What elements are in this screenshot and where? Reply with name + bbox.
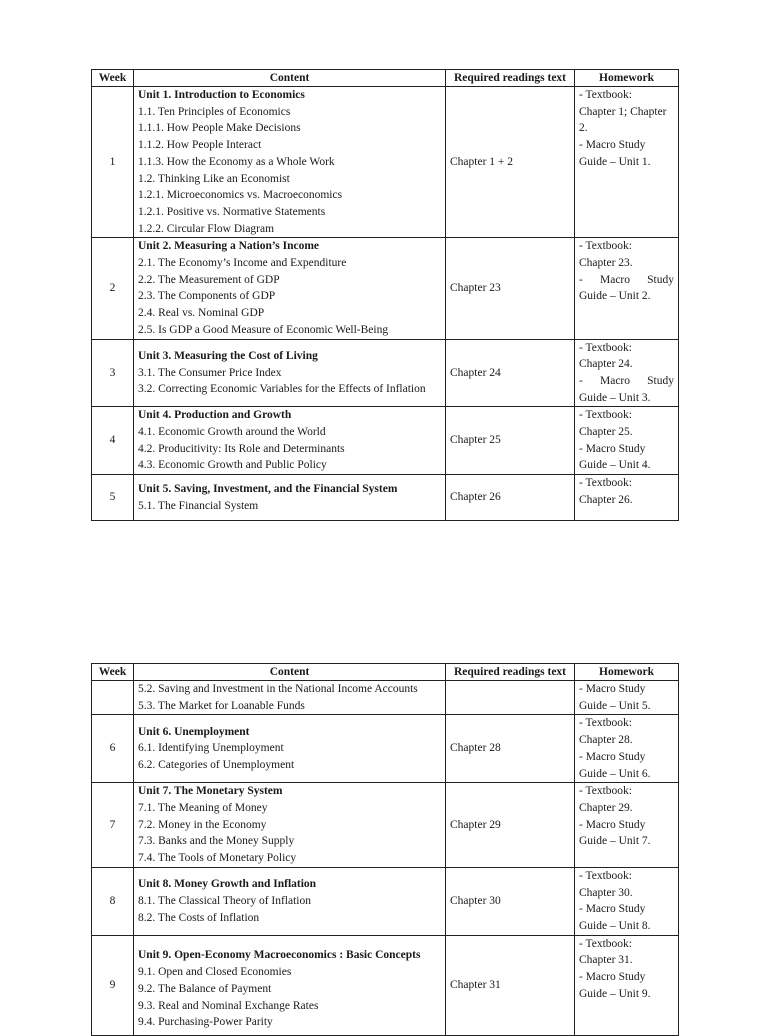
topic-item: 1.1.3. How the Economy as a Whole Work — [138, 155, 335, 168]
homework-line: - Textbook: — [579, 937, 632, 950]
reading-cell: Chapter 25 — [446, 407, 575, 475]
week-number: 9 — [92, 935, 134, 1035]
content-cell — [134, 407, 446, 475]
week-number — [92, 681, 134, 715]
topic-item: 9.3. Real and Nominal Exchange Rates — [138, 999, 319, 1012]
schedule-table-2 — [91, 663, 679, 1036]
week-number: 5 — [92, 475, 134, 521]
unit-title: Unit 3. Measuring the Cost of Living — [138, 349, 318, 362]
unit-title: Unit 8. Money Growth and Inflation — [138, 878, 317, 891]
homework-line: Chapter 29. — [579, 801, 633, 814]
homework-line: Guide – Unit 1. — [579, 155, 651, 168]
homework-line: - Macro Study — [579, 750, 646, 763]
week-number: 1 — [92, 87, 134, 238]
homework-line: - Macro Study — [579, 139, 646, 152]
content-cell — [134, 867, 446, 935]
homework-cell — [575, 238, 679, 339]
topic-item: 1.2.2. Circular Flow Diagram — [138, 222, 275, 235]
homework-line: Chapter 25. — [579, 426, 633, 439]
content-cell — [134, 715, 446, 783]
table-header-row — [92, 70, 679, 87]
homework-cell — [575, 935, 679, 1035]
homework-line: - Macro Study — [579, 273, 674, 286]
homework-line: - Textbook: — [579, 717, 632, 730]
topic-item: 5.3. The Market for Loanable Funds — [138, 699, 305, 712]
homework-line: - Textbook: — [579, 409, 632, 422]
unit-title: Unit 7. The Monetary System — [138, 785, 283, 798]
reading-cell: Chapter 24 — [446, 339, 575, 407]
reading-cell: Chapter 31 — [446, 935, 575, 1035]
homework-line: - Textbook: — [579, 477, 632, 490]
homework-line: - Textbook: — [579, 240, 632, 253]
topic-item: 7.2. Money in the Economy — [138, 818, 267, 831]
unit-title: Unit 4. Production and Growth — [138, 409, 292, 422]
topic-item: 9.4. Purchasing-Power Parity — [138, 1016, 273, 1029]
homework-line: 2. — [579, 122, 588, 135]
homework-line: - Textbook: — [579, 869, 632, 882]
homework-line: - Textbook: — [579, 89, 632, 101]
homework-cell — [575, 681, 679, 715]
content-cell — [134, 475, 446, 521]
content-cell — [134, 238, 446, 339]
header-week: Week — [92, 664, 134, 681]
unit-title: Unit 5. Saving, Investment, and the Financial System — [138, 482, 398, 495]
header-readings: Required readings text — [446, 664, 575, 681]
header-homework: Homework — [575, 70, 679, 87]
homework-line: - Macro Study — [579, 818, 646, 831]
topic-item: 1.1.2. How People Interact — [138, 139, 262, 152]
week-number: 8 — [92, 867, 134, 935]
reading-cell: Chapter 1 + 2 — [446, 87, 575, 238]
content-cell — [134, 783, 446, 868]
topic-item: 7.1. The Meaning of Money — [138, 801, 268, 814]
topic-item: 2.3. The Components of GDP — [138, 290, 276, 303]
unit-title: Unit 2. Measuring a Nation’s Income — [138, 240, 320, 253]
header-homework: Homework — [575, 664, 679, 681]
table-row — [92, 783, 679, 868]
topic-item: 1.2.1. Microeconomics vs. Macroeconomics — [138, 189, 343, 202]
homework-line: Guide – Unit 4. — [579, 459, 651, 472]
reading-cell: Chapter 30 — [446, 867, 575, 935]
header-content: Content — [134, 664, 446, 681]
homework-line: - Macro Study — [579, 903, 646, 916]
homework-line: Chapter 30. — [579, 886, 633, 899]
table-row — [92, 407, 679, 475]
unit-title: Unit 1. Introduction to Economics — [138, 89, 305, 101]
homework-line: - Textbook: — [579, 341, 632, 354]
homework-line: Chapter 24. — [579, 358, 633, 371]
content-cell — [134, 681, 446, 715]
topic-item: 6.1. Identifying Unemployment — [138, 742, 284, 755]
homework-line: Chapter 28. — [579, 734, 633, 747]
topic-item: 1.2. Thinking Like an Economist — [138, 172, 290, 185]
homework-line: Guide – Unit 8. — [579, 919, 651, 932]
unit-title: Unit 6. Unemployment — [138, 725, 250, 738]
table-row — [92, 475, 679, 521]
week-number: 3 — [92, 339, 134, 407]
homework-line: - Macro Study — [579, 683, 646, 695]
homework-cell — [575, 339, 679, 407]
reading-cell: Chapter 28 — [446, 715, 575, 783]
table-row — [92, 238, 679, 339]
topic-item: 1.1. Ten Principles of Economics — [138, 105, 291, 118]
homework-line: Chapter 23. — [579, 257, 633, 270]
reading-cell: Chapter 26 — [446, 475, 575, 521]
reading-cell — [446, 681, 575, 715]
topic-item: 3.1. The Consumer Price Index — [138, 366, 282, 379]
week-number: 7 — [92, 783, 134, 868]
topic-item: 9.1. Open and Closed Economies — [138, 966, 292, 979]
content-cell — [134, 339, 446, 407]
table-row — [92, 715, 679, 783]
topic-item: 6.2. Categories of Unemployment — [138, 759, 295, 772]
content-cell — [134, 935, 446, 1035]
homework-cell — [575, 87, 679, 238]
table-row — [92, 87, 679, 238]
topic-item: 1.2.1. Positive vs. Normative Statements — [138, 205, 326, 218]
table-row — [92, 339, 679, 407]
week-number: 6 — [92, 715, 134, 783]
homework-line: Guide – Unit 5. — [579, 699, 651, 712]
header-content: Content — [134, 70, 446, 87]
week-number: 2 — [92, 238, 134, 339]
homework-cell — [575, 715, 679, 783]
homework-line: Guide – Unit 3. — [579, 391, 651, 404]
homework-cell — [575, 475, 679, 521]
content-cell — [134, 87, 446, 238]
unit-title: Unit 9. Open-Economy Macroeconomics : Basic Concepts — [138, 949, 421, 962]
topic-item: 4.1. Economic Growth around the World — [138, 426, 326, 439]
table-row — [92, 867, 679, 935]
homework-line: - Macro Study — [579, 442, 646, 455]
homework-line: Guide – Unit 9. — [579, 987, 651, 1000]
topic-item: 7.3. Banks and the Money Supply — [138, 835, 295, 848]
homework-line: - Macro Study — [579, 971, 646, 984]
table-row — [92, 935, 679, 1035]
topic-item: 8.1. The Classical Theory of Inflation — [138, 894, 311, 907]
topic-item: 7.4. The Tools of Monetary Policy — [138, 852, 297, 865]
topic-item: 2.2. The Measurement of GDP — [138, 273, 280, 286]
header-week: Week — [92, 70, 134, 87]
homework-cell — [575, 867, 679, 935]
homework-line: Chapter 31. — [579, 954, 633, 967]
topic-item: 2.1. The Economy’s Income and Expenditure — [138, 257, 347, 270]
table-header-row — [92, 664, 679, 681]
topic-item: 2.4. Real vs. Nominal GDP — [138, 307, 265, 320]
topic-item: 8.2. The Costs of Inflation — [138, 911, 260, 924]
topic-item: 9.2. The Balance of Payment — [138, 982, 272, 995]
homework-line: Chapter 26. — [579, 493, 633, 506]
homework-cell — [575, 407, 679, 475]
topic-item: 2.5. Is GDP a Good Measure of Economic Well-Being — [138, 323, 389, 336]
topic-item: 3.2. Correcting Economic Variables for the Effects of Inflation — [138, 383, 426, 396]
topic-item: 5.1. The Financial System — [138, 499, 259, 512]
homework-line: Guide – Unit 7. — [579, 835, 651, 848]
reading-cell: Chapter 23 — [446, 238, 575, 339]
homework-line: Chapter 1; Chapter — [579, 105, 667, 118]
week-number: 4 — [92, 407, 134, 475]
schedule-table-1 — [91, 69, 679, 521]
table-row — [92, 681, 679, 715]
reading-cell: Chapter 29 — [446, 783, 575, 868]
homework-line: Guide – Unit 6. — [579, 767, 651, 780]
homework-cell — [575, 783, 679, 868]
topic-item: 4.2. Producitivity: Its Role and Determinants — [138, 442, 345, 455]
topic-item: 4.3. Economic Growth and Public Policy — [138, 459, 327, 472]
topic-item: 5.2. Saving and Investment in the National Income Accounts — [138, 683, 418, 695]
homework-line: Guide – Unit 2. — [579, 290, 651, 303]
topic-item: 1.1.1. How People Make Decisions — [138, 122, 301, 135]
header-readings: Required readings text — [446, 70, 575, 87]
homework-line: - Textbook: — [579, 785, 632, 798]
homework-line: - Macro Study — [579, 374, 674, 387]
